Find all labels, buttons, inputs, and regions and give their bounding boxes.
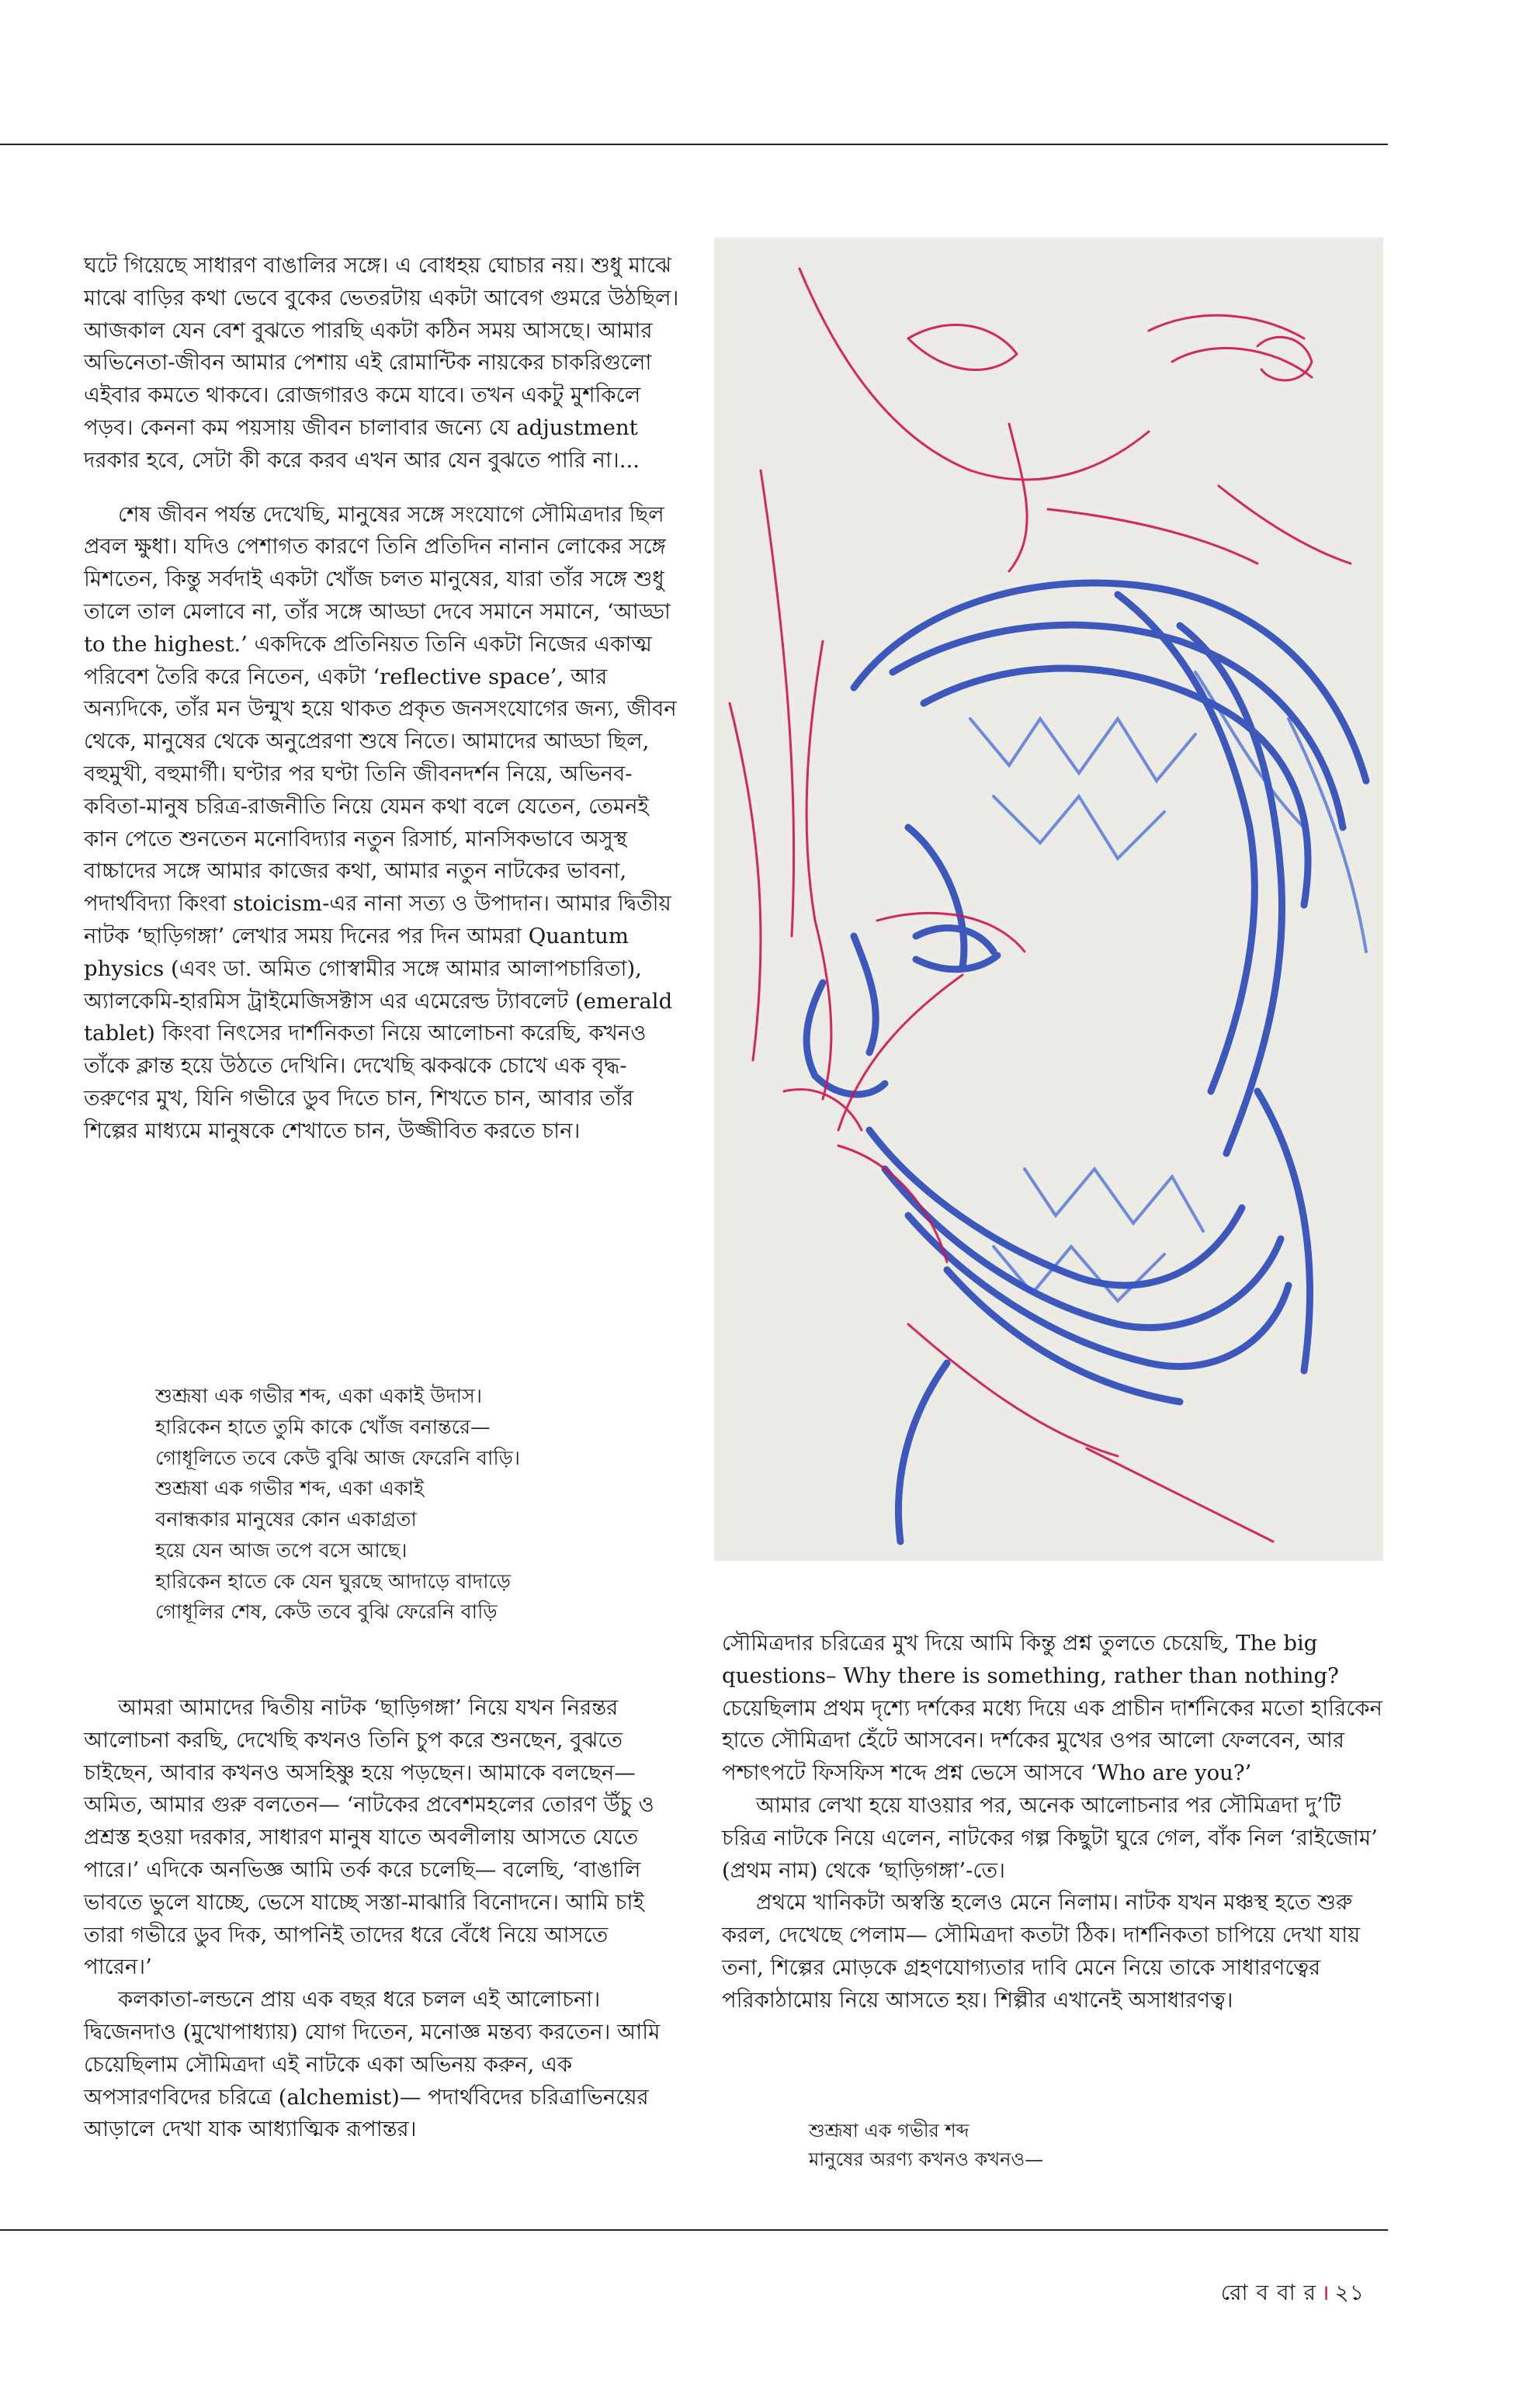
bottom-rule — [0, 2229, 1388, 2231]
left-column-lower — [84, 1692, 682, 2146]
poem-line: হারিকেন হাতে কে যেন ঘুরছে আদাড়ে বাদাড়ে — [155, 1569, 511, 1594]
poem-line: হারিকেন হাতে তুমি কাকে খোঁজ বনান্তরে— — [155, 1415, 491, 1439]
top-rule — [0, 144, 1388, 145]
paragraph-5: সৌমিত্রদার চরিত্রের মুখ দিয়ে আমি কিন্তু প্রশ্ন তুলতে চেয়েছি, The big questions– Why there is something, rather than nothing? চেয়েছিলাম প্রথম দৃশ্যে দর্শকের মধ্যে দিয়ে এক প্রাচীন দার্শনিকের মতো হারিকেন হাতে সৌমিত্রদা হেঁটে আসবেন। দর্শকের মুখের ওপর আলো ফেলবেন, আর পশ্চাৎপটে ফিসফিস শব্দে প্রশ্ন ভেসে আসবে ‘Who are you?’ — [722, 1631, 1382, 1786]
right-column — [722, 1628, 1389, 2017]
poem-line: মানুষের অরণ্য কখনও কখনও— — [809, 2148, 1044, 2171]
paragraph-2: শেষ জীবন পর্যন্ত দেখেছি, মানুষের সঙ্গে সংযোগে সৌমিত্রদার ছিল প্রবল ক্ষুধা। যদিও পেশাগত কারণে তিনি প্রতিদিন নানান লোকের সঙ্গে মিশতেন, কিন্তু সর্বদাই একটা খোঁজ চলত মানুষের, যারা তাঁর সঙ্গে শুধু তালে তাল মেলাবে না, তাঁর সঙ্গে আড্ডা দেবে সমানে সমানে, ‘আড্ডা to the highest.’ একদিকে প্রতিনিয়ত তিনি একটা নিজের একাত্ম পরিবেশ তৈরি করে নিতেন, একটা ‘reflective space’, আর অন্যদিকে, তাঁর মন উন্মুখ হয়ে থাকত প্রকৃত জনসংযোগের জন্য, জীবন থেকে, মানুষের থেকে অনুপ্রেরণা শুষে নিতে। আমাদের আড্ডা ছিল, বহুমুখী, বহুমার্গী। ঘণ্টার পর ঘণ্টা তিনি জীবনদর্শন নিয়ে, অভিনব-কবিতা-মানুষ চরিত্র-রাজনীতি নিয়ে যেমন কথা বলে যেতেন, তেমনই কান পেতে শুনতেন মনোবিদ্যার নতুন রিসার্চ, মানসিকভাবে অসুস্থ বাচ্চাদের সঙ্গে আমার কাজের কথা, আমার নতুন নাটকের ভাবনা, পদার্থবিদ্যা কিংবা stoicism-এর নানা সত্য ও উপাদান। আমার দ্বিতীয় নাটক ‘ছাড়িগঙ্গা’ লেখার সময় দিনের পর দিন আমরা Quantum physics (এবং ডা. অমিত গোস্বামীর সঙ্গে আমার আলাপচারিতা), অ্যালকেমি-হারমিস ট্রাইমেজিসক্টাস এর এমেরেল্ড ট্যাবলেট (emerald tablet) কিংবা নিৎসের দার্শনিকতা নিয়ে আলোচনা করেছি, কখনও তাঁকে ক্লান্ত হয়ে উঠতে দেখিনি। দেখেছি ঝকঝকে চোখে এক বৃদ্ধ-তরুণের মুখ, যিনি গভীরে ডুব দিতে চান, শিখতে চান, আবার তাঁর শিল্পের মাধ্যমে মানুষকে শেখাতে চান, উজ্জীবিত করতে চান। — [84, 501, 677, 1143]
magazine-name: রো ব বা র — [1220, 2280, 1316, 2305]
poem-line: বনান্ধকার মানুষের কোন একাগ্রতা — [155, 1508, 417, 1532]
paragraph-4: কলকাতা-লন্ডনে প্রায় এক বছর ধরে চলল এই আলোচনা। দ্বিজেনদাও (মুখোপাধ্যায়) যোগ দিতেন, মনোজ্ঞ মন্তব্য করতেন। আমি চেয়েছিলাম সৌমিত্রদা এই নাটকে একা অভিনয় করুন, এক অপসারণবিদের চরিত্রে (alchemist)— পদার্থবিদের চরিত্রাভিনয়ের আড়ালে দেখা যাক আধ্যাত্মিক রূপান্তর। — [84, 1987, 661, 2142]
left-column-upper — [84, 250, 682, 1148]
poem-left — [155, 1382, 652, 1628]
portrait-sketch-svg — [714, 238, 1383, 1561]
portrait-sketch-image — [714, 238, 1383, 1561]
paragraph-6: আমার লেখা হয়ে যাওয়ার পর, অনেক আলোচনার পর সৌমিত্রদা দু’টি চরিত্র নাটকে নিয়ে এলেন, নাটকের গল্প কিছুটা ঘুরে গেল, বাঁক নিল ‘রাইজোম’ (প্রথম নাম) থেকে ‘ছাড়িগঙ্গা’-তে। — [722, 1792, 1378, 1883]
paragraph-7: প্রথমে খানিকটা অস্বস্তি হলেও মেনে নিলাম। নাটক যখন মঞ্চস্থ হতে শুরু করল, দেখেছে পেলাম— সৌমিত্রদা কতটা ঠিক। দার্শনিকতা চাপিয়ে দেখা যায় তনা, শিল্পের মোড়কে গ্রহণযোগ্যতার দাবি মেনে নিয়ে তাকে সাধারণত্বের পরিকাঠামোয় নিয়ে আসতে হয়। শিল্পীর এখানেই অসাধারণত্ব। — [722, 1890, 1361, 2013]
poem-line: শুশ্রূষা এক গভীর শব্দ, একা একাই — [155, 1477, 425, 1501]
poem-line: গোধূলির শেষ, কেউ তবে বুঝি ফেরেনি বাড়ি — [155, 1601, 498, 1625]
page-number: ২১ — [1334, 2280, 1365, 2305]
page-footer — [1221, 2276, 1365, 2312]
poem-line: শুশ্রূষা এক গভীর শব্দ, একা একাই উদাস। — [155, 1385, 483, 1408]
folio-separator: । — [1321, 2280, 1330, 2305]
poem-line: শুশ্রূষা এক গভীর শব্দ — [809, 2120, 969, 2142]
poem-line: গোধূলিতে তবে কেউ বুঝি আজ ফেরেনি বাড়ি। — [155, 1446, 520, 1470]
paragraph-1: ঘটে গিয়েছে সাধারণ বাঙালির সঙ্গে। এ বোধহয় ঘোচার নয়। শুধু মাঝে মাঝে বাড়ির কথা ভেবে বুকের ভেতরটায় একটা আবেগ গুমরে উঠছিল। আজকাল যেন বেশ বুঝতে পারছি একটা কঠিন সময় আসছে। আমার অভিনেতা-জীবন আমার পেশায় এই রোমান্টিক নায়কের চাকরিগুলো এইবার কমতে থাকবে। রোজগারও কমে যাবে। তখন একটু মুশকিলে পড়ব। কেননা কম পয়সায় জীবন চালাবার জন্যে যে adjustment দরকার হবে, সেটা কী করে করব এখন আর যেন বুঝতে পারি না।... — [84, 253, 679, 473]
paragraph-3: আমরা আমাদের দ্বিতীয় নাটক ‘ছাড়িগঙ্গা’ নিয়ে যখন নিরন্তর আলোচনা করছি, দেখেছি কখনও তিনি চুপ করে শুনছেন, বুঝতে চাইছেন, আবার কখনও অসহিষ্ণু হয়ে পড়ছেন। আমাকে বলছেন— অমিত, আমার গুরু বলতেন— ‘নাটকের প্রবেশমহলের তোরণ উঁচু ও প্রশ্রস্ত হওয়া দরকার, সাধারণ মানুষ যাতে অবলীলায় আসতে যেতে পারে।’ এদিকে অনভিজ্ঞ আমি তর্ক করে চলেছি— বলেছি, ‘বাঙালি ভাবতে ভুলে যাচ্ছে, ভেসে যাচ্ছে সস্তা-মাঝারি বিনোদনে। আমি চাই তারা গভীরে ডুব দিক, আপনিই তাদের ধরে বেঁধে নিয়ে আসতে পারেন।’ — [84, 1695, 654, 1980]
poem-line: হয়ে যেন আজ তপে বসে আছে। — [155, 1538, 408, 1562]
poem-right — [809, 2117, 1352, 2175]
